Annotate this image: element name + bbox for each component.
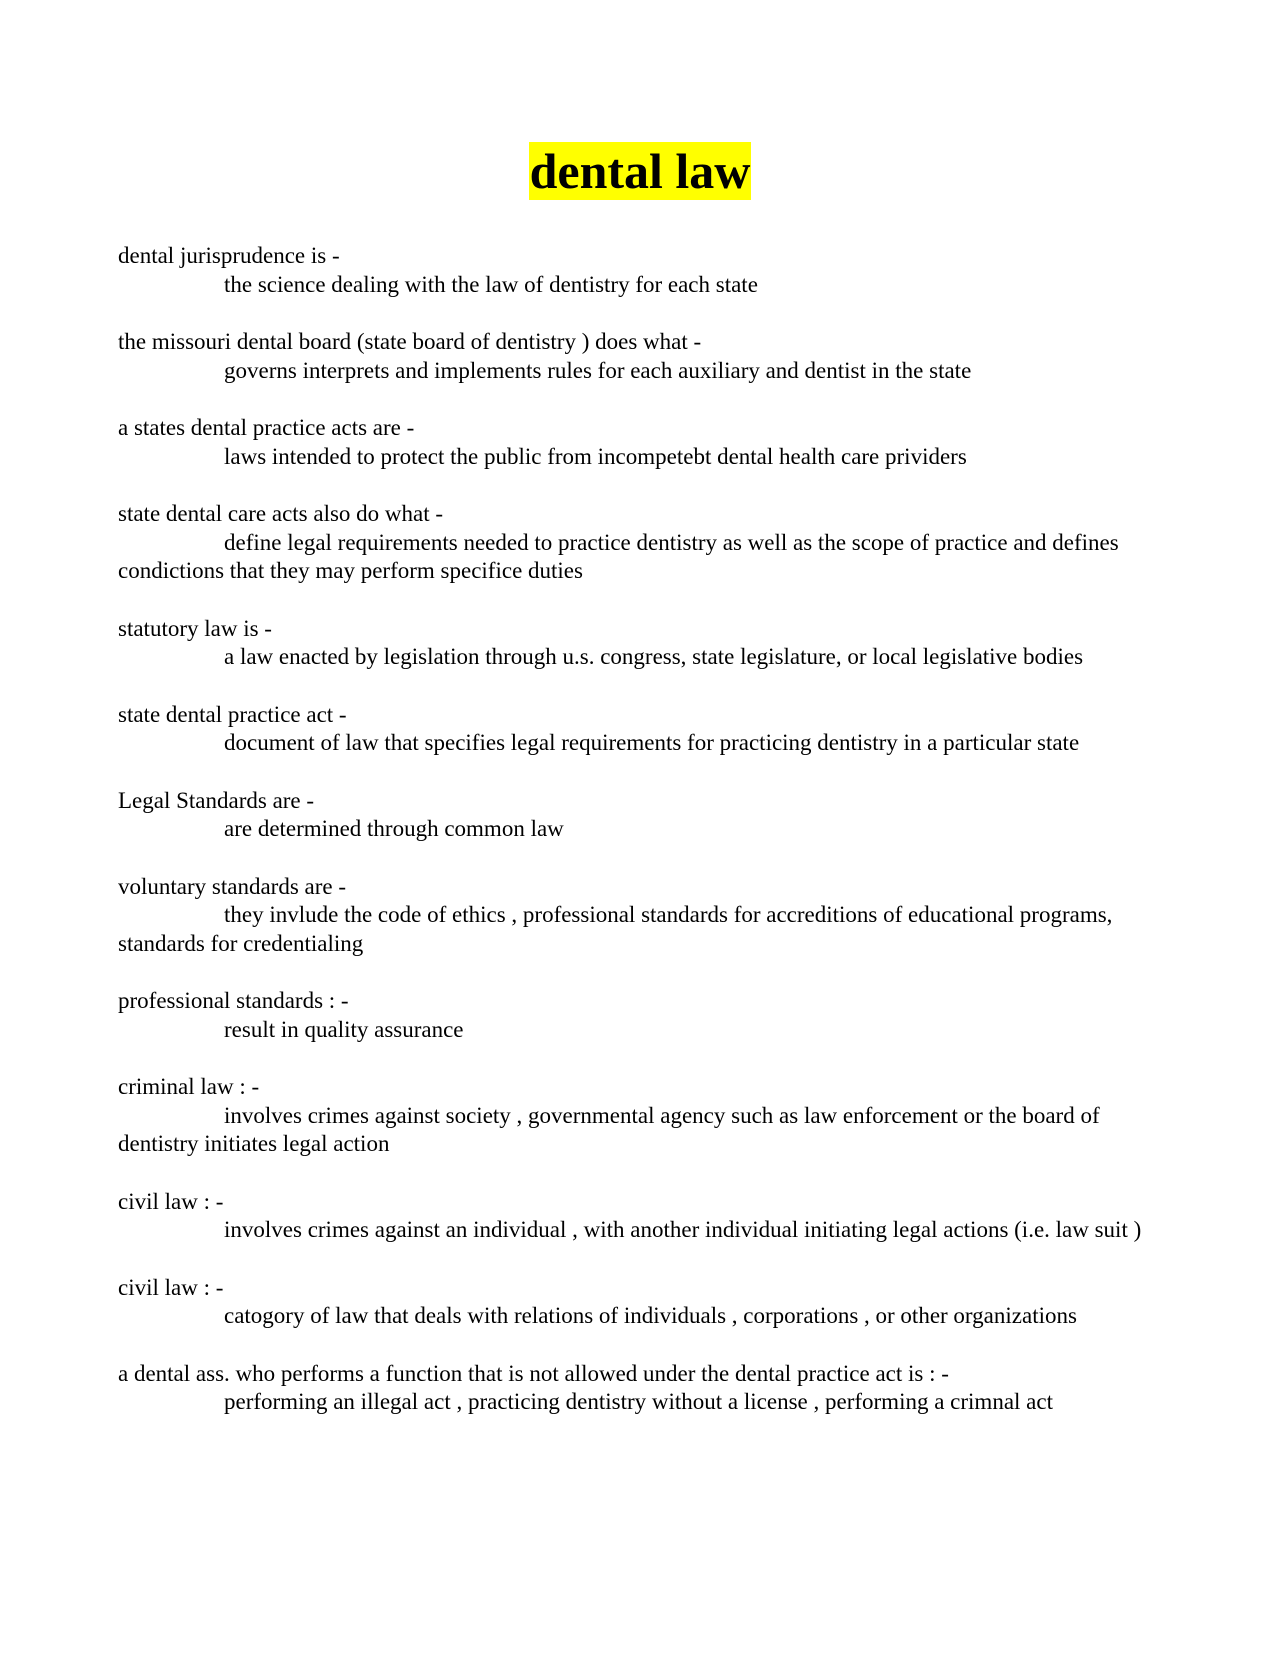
flashcard-question: dental jurisprudence is -	[118, 243, 340, 268]
flashcard-entry	[118, 414, 1160, 471]
flashcard-question: professional standards : -	[118, 988, 349, 1013]
flashcard-entry	[118, 701, 1160, 758]
flashcard-answer: define legal requirements needed to practice dentistry as well as the scope of practice and defines condictions that they may perform specifice duties	[118, 529, 1119, 583]
flashcard-question: a states dental practice acts are -	[118, 415, 415, 440]
flashcard-answer: laws intended to protect the public from incompetebt dental health care prividers	[224, 443, 967, 469]
page-title: dental law	[529, 143, 751, 199]
flashcard-question: criminal law : -	[118, 1074, 260, 1099]
flashcard-question: civil law : -	[118, 1274, 224, 1300]
flashcard-entry	[118, 615, 1160, 672]
flashcard-entry	[118, 873, 1160, 959]
flashcard-answer: catogory of law that deals with relations of individuals , corporations , or other organizations	[224, 1303, 1077, 1328]
flashcard-answer: involves crimes against society , governmental agency such as law enforcement or the board of dentistry initiates legal action	[118, 1102, 1100, 1156]
flashcard-answer: performing an illegal act , practicing dentistry without a license , performing a crimnal act	[224, 1389, 1053, 1414]
flashcard-answer: a law enacted by legislation through u.s. congress, state legislature, or local legislative bodies	[224, 644, 1084, 669]
flashcard-question: voluntary standards are -	[118, 873, 347, 899]
flashcard-entry	[118, 328, 1160, 385]
flashcard-answer: governs interprets and implements rules for each auxiliary and dentist in the state	[224, 357, 972, 383]
flashcard-entry	[118, 1073, 1160, 1159]
flashcard-answer: result in quality assurance	[224, 1016, 464, 1042]
flashcard-question: state dental practice act -	[118, 701, 347, 727]
flashcard-question: a dental ass. who performs a function that is not allowed under the dental practice act is : -	[118, 1360, 949, 1386]
flashcard-entry	[118, 1188, 1160, 1245]
flashcard-answer: the science dealing with the law of dentistry for each state	[224, 271, 758, 297]
flashcard-answer: are determined through common law	[224, 816, 564, 841]
flashcard-question: civil law : -	[118, 1188, 224, 1214]
flashcard-answer: document of law that specifies legal requirements for practicing dentistry in a particular state	[224, 730, 1080, 755]
flashcard-list	[118, 242, 1160, 1446]
flashcard-question: the missouri dental board (state board of dentistry ) does what -	[118, 329, 702, 354]
flashcard-question: Legal Standards are -	[118, 787, 315, 813]
flashcard-answer: involves crimes against an individual , with another individual initiating legal actions (i.e. law suit )	[224, 1217, 1142, 1242]
title-block	[0, 142, 1280, 200]
flashcard-entry	[118, 1274, 1160, 1331]
flashcard-question: state dental care acts also do what -	[118, 501, 444, 526]
flashcard-entry	[118, 242, 1160, 299]
flashcard-question: statutory law is -	[118, 615, 272, 641]
flashcard-entry	[118, 1360, 1160, 1417]
flashcard-answer: they invlude the code of ethics , professional standards for accreditions of educational programs, standards for credentialing	[118, 902, 1113, 956]
flashcard-entry	[118, 987, 1160, 1044]
flashcard-entry	[118, 500, 1160, 586]
flashcard-entry	[118, 787, 1160, 844]
